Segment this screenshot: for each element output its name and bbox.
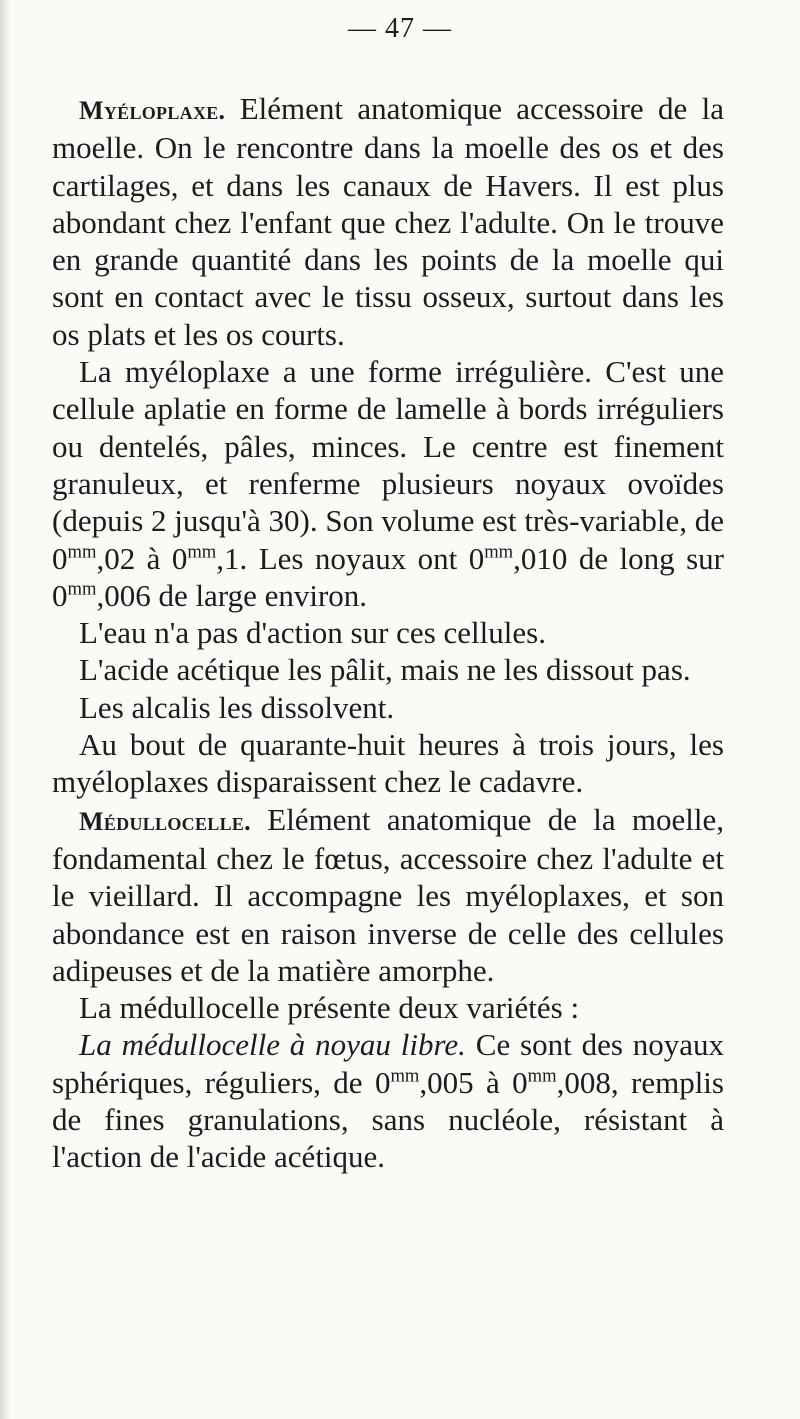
text-run: ,02 à 0 (96, 540, 188, 576)
unit-superscript: mm (484, 541, 514, 563)
text-run: ,005 à 0 (419, 1064, 528, 1100)
page-number: — 47 — (348, 13, 452, 44)
text-run: ,1. Les noyaux ont 0 (216, 540, 485, 576)
text-body (52, 90, 724, 1176)
binding-edge (0, 0, 10, 1419)
paragraph-form (52, 353, 724, 614)
text-run: La myéloplaxe a une forme irrégulière. C'est une cellule aplatie en forme de lamelle à bords irréguliers ou dentelés, pâles, minces. Le centre est finement granuleux, et renferme plusieurs noyaux ovoïdes (depuis 2 jusqu'à 30). Son volume est très-variable, de 0 (52, 354, 724, 576)
paragraph-acid: L'acide acétique les pâlit, mais ne les dissout pas. (79, 652, 691, 688)
text-run: Ce sont des noyaux sphériques, réguliers, de 0 (52, 1027, 724, 1100)
unit-superscript: mm (67, 578, 97, 600)
paragraph-variety-free-nucleus (52, 1026, 724, 1175)
paragraph-water: L'eau n'a pas d'action sur ces cellules. (79, 615, 546, 651)
unit-superscript: mm (187, 541, 217, 563)
text-run: ,010 de long sur 0 (52, 540, 724, 613)
entry-definition: Elément anatomique de la moelle, fondamental chez le fœtus, accessoire chez l'adulte et le vieillard. Il accompagne les myéloplaxes, et son abondance est en raison inverse de celle des cellules adipeuses et de la matière amorphe. (52, 801, 724, 988)
variety-name: La médullocelle à noyau libre. (79, 1027, 466, 1063)
unit-superscript: mm (67, 541, 97, 563)
entry-term: Médullocelle. (79, 806, 251, 836)
unit-superscript: mm (527, 1065, 557, 1087)
text-run: ,006 de large environ. (96, 577, 368, 613)
entry-term: Myéloplaxe. (79, 96, 226, 125)
unit-superscript: mm (390, 1065, 420, 1087)
text-run: ,008, remplis de fines granulations, sans nucléole, résistant à l'action de l'acide acétique. (52, 1064, 724, 1175)
entry-myeloplaxe (52, 90, 724, 353)
paragraph-varieties: La médullocelle présente deux variétés : (79, 990, 580, 1026)
paragraph-cadaver: Au bout de quarante-huit heures à trois jours, les myéloplaxes disparaissent chez le cadavre. (52, 727, 724, 800)
paragraph-alkali: Les alcalis les dissolvent. (79, 689, 395, 725)
entry-medullocelle (52, 801, 724, 989)
entry-definition: Elément anatomique accessoire de la moelle. On le rencontre dans la moelle des os et des cartilages, et dans les canaux de Havers. Il est plus abondant chez l'enfant que chez l'adulte. On le trouve en grande quantité dans les points de la moelle qui sont en contact avec le tissu osseux, surtout dans les os plats et les os courts. (52, 91, 724, 352)
